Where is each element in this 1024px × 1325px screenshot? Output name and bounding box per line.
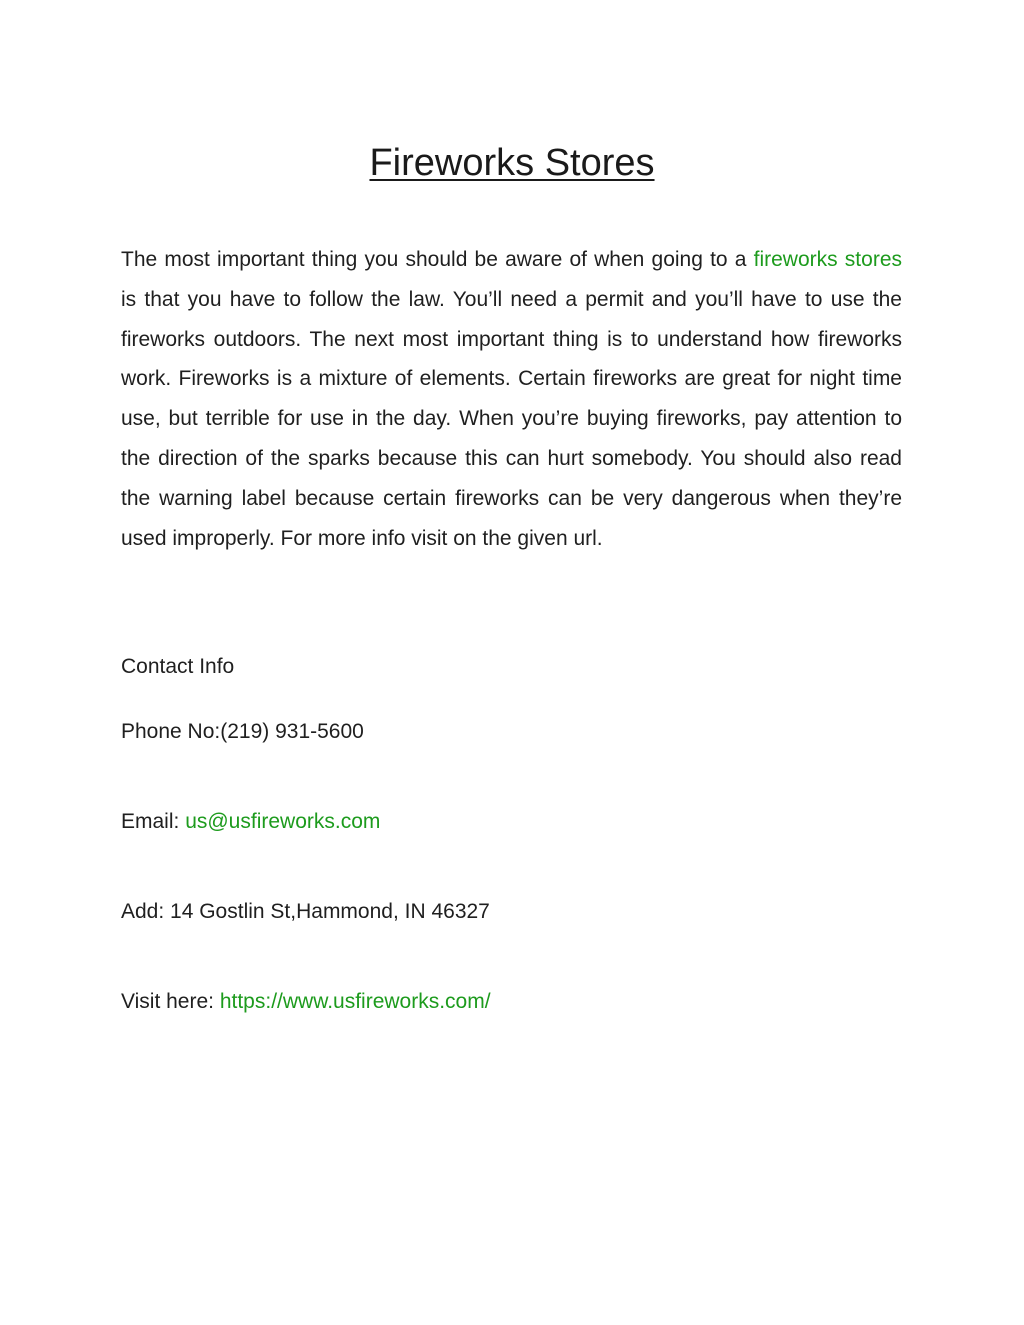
visit-line — [121, 987, 491, 1017]
paragraph-text-after-link: is that you have to follow the law. You’ll need a permit and you’ll have to use the fireworks outdoors. The next most important thing is to understand how fireworks work. Fireworks is a mixture of elements. Certain fireworks are great for night time use, but terrible for use in the day. When you’re buying fireworks, pay attention to the direction of the sparks because this can hurt somebody. You should also read the warning label because certain fireworks can be very dangerous when they’re used improperly. For more info visit on the given url. — [121, 287, 902, 550]
email-line — [121, 807, 380, 837]
address: Add: 14 Gostlin St,Hammond, IN 46327 — [121, 900, 490, 923]
body-paragraph — [121, 240, 902, 558]
page-title — [0, 140, 1024, 186]
fireworks-stores-link[interactable]: fireworks stores — [753, 248, 902, 271]
website-link[interactable]: https://www.usfireworks.com/ — [219, 990, 491, 1013]
paragraph-text-before-link: The most important thing you should be aware of when going to a — [121, 248, 754, 271]
contact-info-heading: Contact Info — [121, 655, 235, 678]
page-title-text: Fireworks Stores — [369, 142, 655, 184]
email-link[interactable]: us@usfireworks.com — [185, 810, 381, 833]
email-label: Email: — [121, 810, 186, 833]
visit-label: Visit here: — [121, 990, 220, 1013]
phone-number: Phone No:(219) 931-5600 — [121, 720, 364, 743]
